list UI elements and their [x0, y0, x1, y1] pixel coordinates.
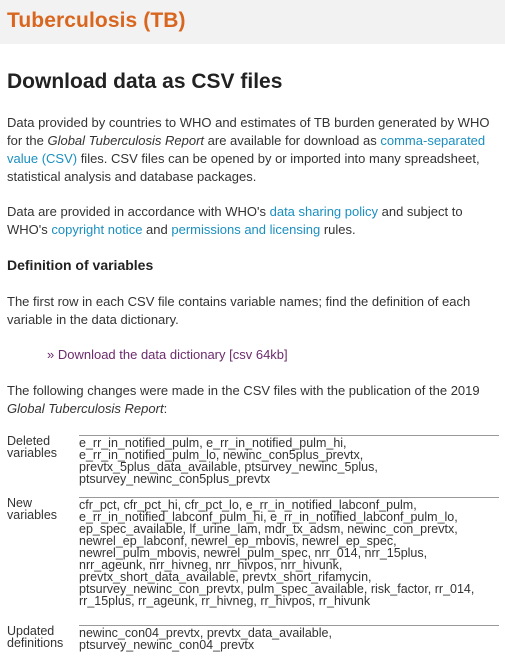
intro-paragraph	[7, 114, 497, 186]
csv-link[interactable]: comma-separated value (CSV)	[7, 133, 486, 166]
variable-line: newinc_con04_prevtx, prevtx_data_available,	[79, 626, 332, 640]
site-title: Tuberculosis (TB)	[7, 9, 186, 32]
variable-line: rr_15plus, rr_ageunk, rr_hivneg, rr_hivpos, rr_hivunk	[79, 594, 371, 608]
deleted-label: Deleted variables	[7, 434, 58, 460]
definitions-paragraph: The first row in each CSV file contains variable names; find the definition of each variable in the data dictionary.	[7, 294, 471, 327]
variable-line: nrr_ageunk, nrr_hivneg, nrr_hivpos, nrr_hivunk,	[79, 558, 343, 572]
sharing-paragraph	[7, 203, 497, 239]
variable-line: prevtx_short_data_available, prevtx_short_rifamycin,	[79, 570, 372, 584]
site-header	[0, 0, 505, 44]
permissions-licensing-link[interactable]: permissions and licensing	[171, 222, 321, 237]
variable-line: prevtx_5plus_data_available, ptsurvey_newinc_5plus,	[79, 460, 378, 474]
new-variables	[79, 497, 499, 607]
changes-report-name: Global Tuberculosis Report	[7, 401, 164, 416]
sharing-text-4: rules.	[320, 222, 356, 237]
variable-line: e_rr_in_notified_pulm, e_rr_in_notified_pulm_hi,	[79, 436, 347, 450]
page-title: Download data as CSV files	[7, 70, 283, 93]
intro-text-2: are available for download as	[204, 133, 381, 148]
variable-line: ep_spec_available, lf_urine_lam, mdr_tx_adsm, newinc_con_prevtx,	[79, 522, 458, 536]
changes-intro-colon: :	[163, 401, 168, 416]
variable-line: newrel_ep_labconf, newrel_ep_mbovis, newrel_ep_spec,	[79, 534, 397, 548]
variable-line: ptsurvey_newinc_con04_prevtx	[79, 638, 255, 652]
intro-report-name: Global Tuberculosis Report	[47, 133, 205, 148]
data-sharing-policy-link[interactable]: data sharing policy	[269, 204, 379, 219]
deleted-variables	[79, 435, 499, 485]
updated-label: Updated definitions	[7, 624, 64, 650]
updated-variables	[79, 625, 499, 651]
sharing-text-1: Data are provided in accordance with WHO's	[7, 204, 270, 219]
new-label: New variables	[7, 496, 58, 522]
variable-line: e_rr_in_notified_pulm_lo, newinc_con5plus_prevtx,	[79, 448, 364, 462]
copyright-notice-link[interactable]: copyright notice	[51, 222, 143, 237]
changes-intro-text: The following changes were made in the CSV files with the publication of the 2019	[7, 383, 480, 398]
variable-line: ptsurvey_newinc_con5plus_prevtx	[79, 472, 271, 486]
download-dictionary-link[interactable]: » Download the data dictionary [csv 64kb]	[47, 347, 288, 362]
variable-line: e_rr_in_notified_labconf_pulm_hi, e_rr_in_notified_labconf_pulm_lo,	[79, 510, 458, 524]
variable-line: ptsurvey_newinc_con_prevtx, pulm_spec_available, risk_factor, rr_014,	[79, 582, 475, 596]
intro-text-3: files. CSV files can be opened by or imported into many spreadsheet, statistical analysis and database packages.	[7, 151, 480, 184]
sharing-text-3: and	[142, 222, 172, 237]
sharing-text-2: and subject to WHO's	[7, 204, 463, 237]
changes-intro	[7, 382, 497, 418]
variable-line: cfr_pct, cfr_pct_hi, cfr_pct_lo, e_rr_in_notified_labconf_pulm,	[79, 498, 417, 512]
variable-line: newrel_pulm_mbovis, newrel_pulm_spec, nrr_014, nrr_15plus,	[79, 546, 428, 560]
intro-text-1: Data provided by countries to WHO and estimates of TB burden generated by WHO for the	[7, 115, 490, 148]
definitions-heading: Definition of variables	[7, 257, 154, 273]
